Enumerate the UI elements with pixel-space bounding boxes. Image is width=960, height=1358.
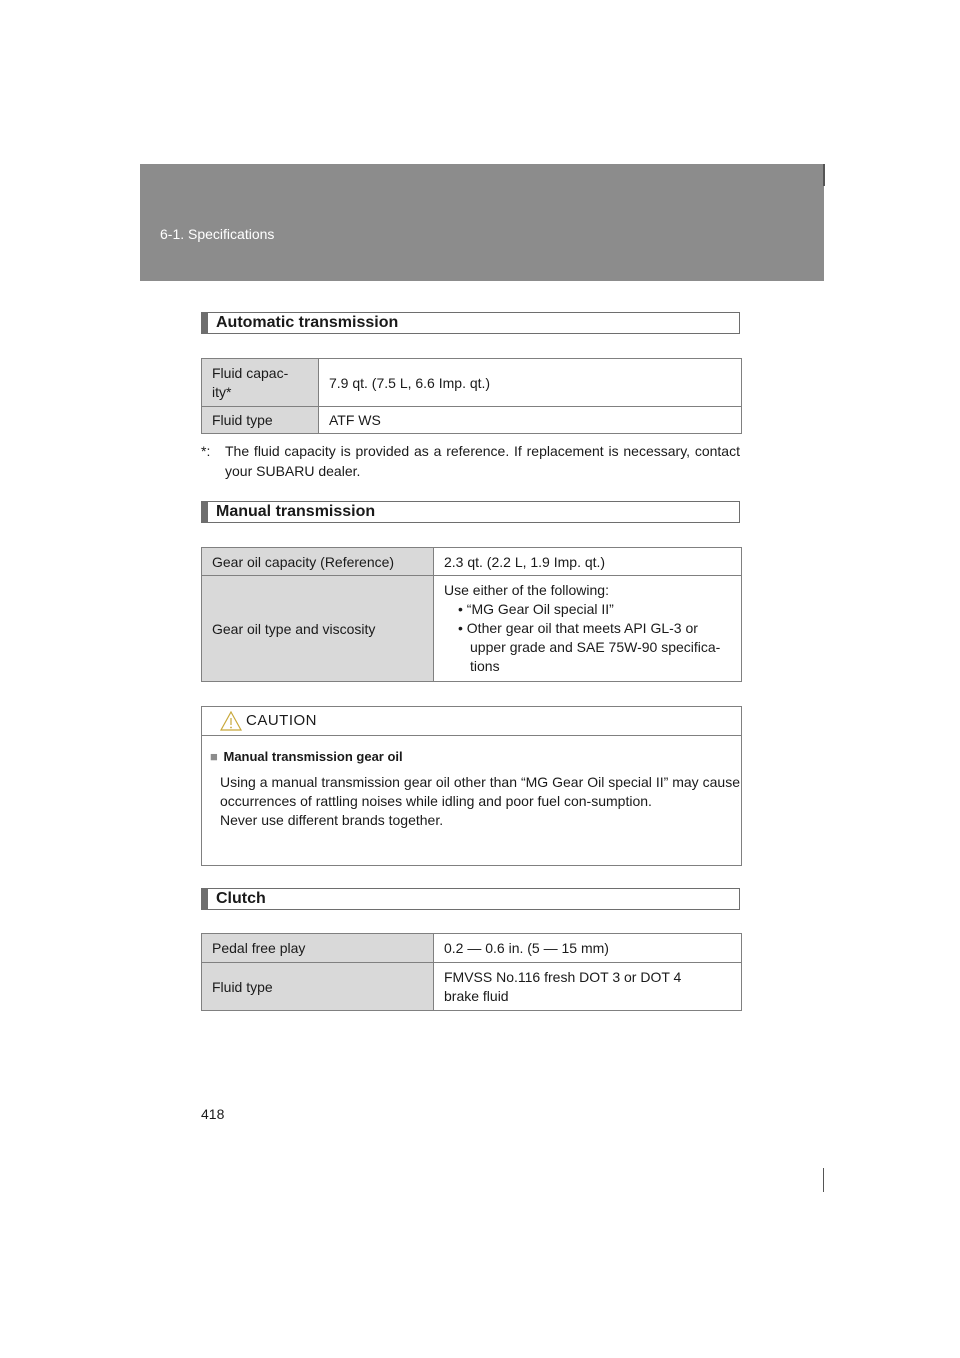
header-band [140,164,824,281]
automatic-transmission-heading: Automatic transmission [201,312,740,334]
clutch-fluid-type-value: FMVSS No.116 fresh DOT 3 or DOT 4 brake fluid [434,963,742,1011]
gear-oil-capacity-value: 2.3 qt. (2.2 L, 1.9 Imp. qt.) [434,548,742,576]
automatic-transmission-table [201,358,742,434]
warning-icon [220,711,242,731]
fluid-type-label: Fluid type [202,407,319,434]
table-row [202,963,742,1011]
table-row [202,359,742,407]
pedal-free-play-label: Pedal free play [202,934,434,963]
crop-mark-top [823,164,825,186]
pedal-free-play-value: 0.2 — 0.6 in. (5 — 15 mm) [434,934,742,963]
fluid-capacity-footnote: *: The fluid capacity is provided as a reference. If replacement is necessary, contact your SUBARU dealer. [201,443,740,479]
table-row [202,934,742,963]
fluid-type-value: ATF WS [319,407,742,434]
crop-mark-bottom [823,1168,824,1192]
caution-title: CAUTION [246,712,317,729]
list-item: • “MG Gear Oil special II” [458,601,614,617]
caution-box [201,706,742,866]
manual-transmission-heading: Manual transmission [201,501,740,523]
caution-subheading: ■ Manual transmission gear oil [210,749,403,764]
clutch-fluid-type-label: Fluid type [202,963,434,1011]
caution-text: Using a manual transmission gear oil other than “MG Gear Oil special II” may cause occurrences of rattling noises while idling and poor fuel con-sumption. Never use different brands together. [220,774,740,828]
clutch-table [201,933,742,1011]
table-row [202,548,742,576]
list-item: • Other gear oil that meets API GL-3 or upper grade and SAE 75W-90 specifica-tions [458,620,721,674]
section-title: 6-1. Specifications [160,226,275,242]
gear-oil-type-label: Gear oil type and viscosity [202,576,434,682]
manual-transmission-table [201,547,742,682]
clutch-heading: Clutch [201,888,740,910]
table-row [202,407,742,434]
gear-oil-type-value: Use either of the following: • “MG Gear Oil special II” • Other gear oil that meets API GL-3 or upper grade and SAE 75W-90 specifica-tions [434,576,742,682]
fluid-capacity-label: Fluid capac- ity* [202,359,319,407]
fluid-capacity-value: 7.9 qt. (7.5 L, 6.6 Imp. qt.) [319,359,742,407]
gear-oil-capacity-label: Gear oil capacity (Reference) [202,548,434,576]
caution-header [202,707,741,736]
gear-oil-options [444,600,731,676]
table-row [202,576,742,682]
page-number: 418 [201,1106,225,1122]
